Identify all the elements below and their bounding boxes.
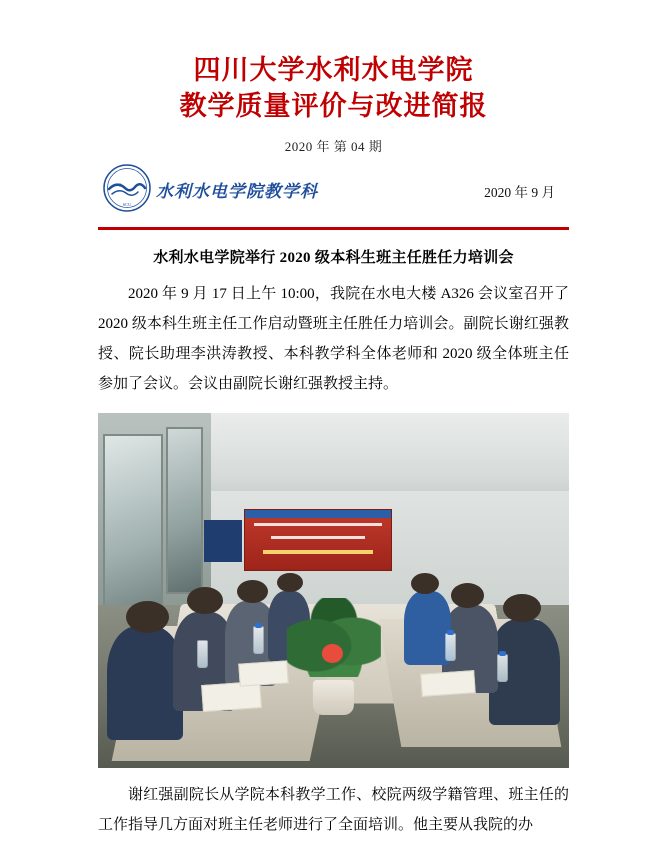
photo-document <box>420 670 475 697</box>
photo-person-head <box>126 601 168 633</box>
article-title: 水利水电学院举行 2020 级本科生班主任胜任力培训会 <box>153 250 514 266</box>
photo-plant <box>286 598 380 715</box>
article-paragraph-2: 谢红强副院长从学院本科教学工作、校院两级学籍管理、班主任的工作指导几方面对班主任老师进行了全面培训。他主要从我院的办 <box>98 787 569 833</box>
issue-number: 2020 年 第 04 期 <box>284 139 383 154</box>
photo-person-head <box>503 594 541 622</box>
university-emblem-icon <box>102 163 152 213</box>
header-divider <box>98 227 569 230</box>
photo-person-head <box>187 587 222 614</box>
photo-person <box>107 626 182 740</box>
masthead-title-line-1: 四川大学水利水电学院 <box>193 55 474 85</box>
svg-text:SCU: SCU <box>122 202 132 207</box>
masthead <box>98 0 569 124</box>
photo-water-bottle <box>197 640 208 668</box>
masthead-title-line-2: 教学质量评价与改进简报 <box>179 91 488 121</box>
issue-date: 2020 年 9 月 <box>484 185 555 200</box>
photo-water-bottle <box>253 626 264 654</box>
photo-side-screen <box>204 520 242 563</box>
photo-window-1 <box>103 434 164 623</box>
photo-water-bottle <box>445 633 456 661</box>
article-paragraph-1: 2020 年 9 月 17 日上午 10:00，我院在水电大楼 A326 会议室召开了 2020 级本科生班主任工作启动暨班主任胜任力培训会。副院长谢红强教授、院长助理李洪涛教授、本科教学科全体老师和 2020 级全体班主任参加了会议。会议由副院长谢红强教授主持。 <box>98 286 569 392</box>
article-photo <box>98 413 569 768</box>
photo-person-head <box>237 580 268 603</box>
photo-document <box>239 660 290 687</box>
photo-person-head <box>277 573 303 593</box>
photo-scene <box>98 413 569 768</box>
photo-banner <box>244 509 392 571</box>
department-name: 水利水电学院教学科 <box>156 182 318 201</box>
photo-water-bottle <box>497 654 508 682</box>
photo-window-2 <box>166 427 203 594</box>
masthead-logo-row <box>98 161 569 217</box>
